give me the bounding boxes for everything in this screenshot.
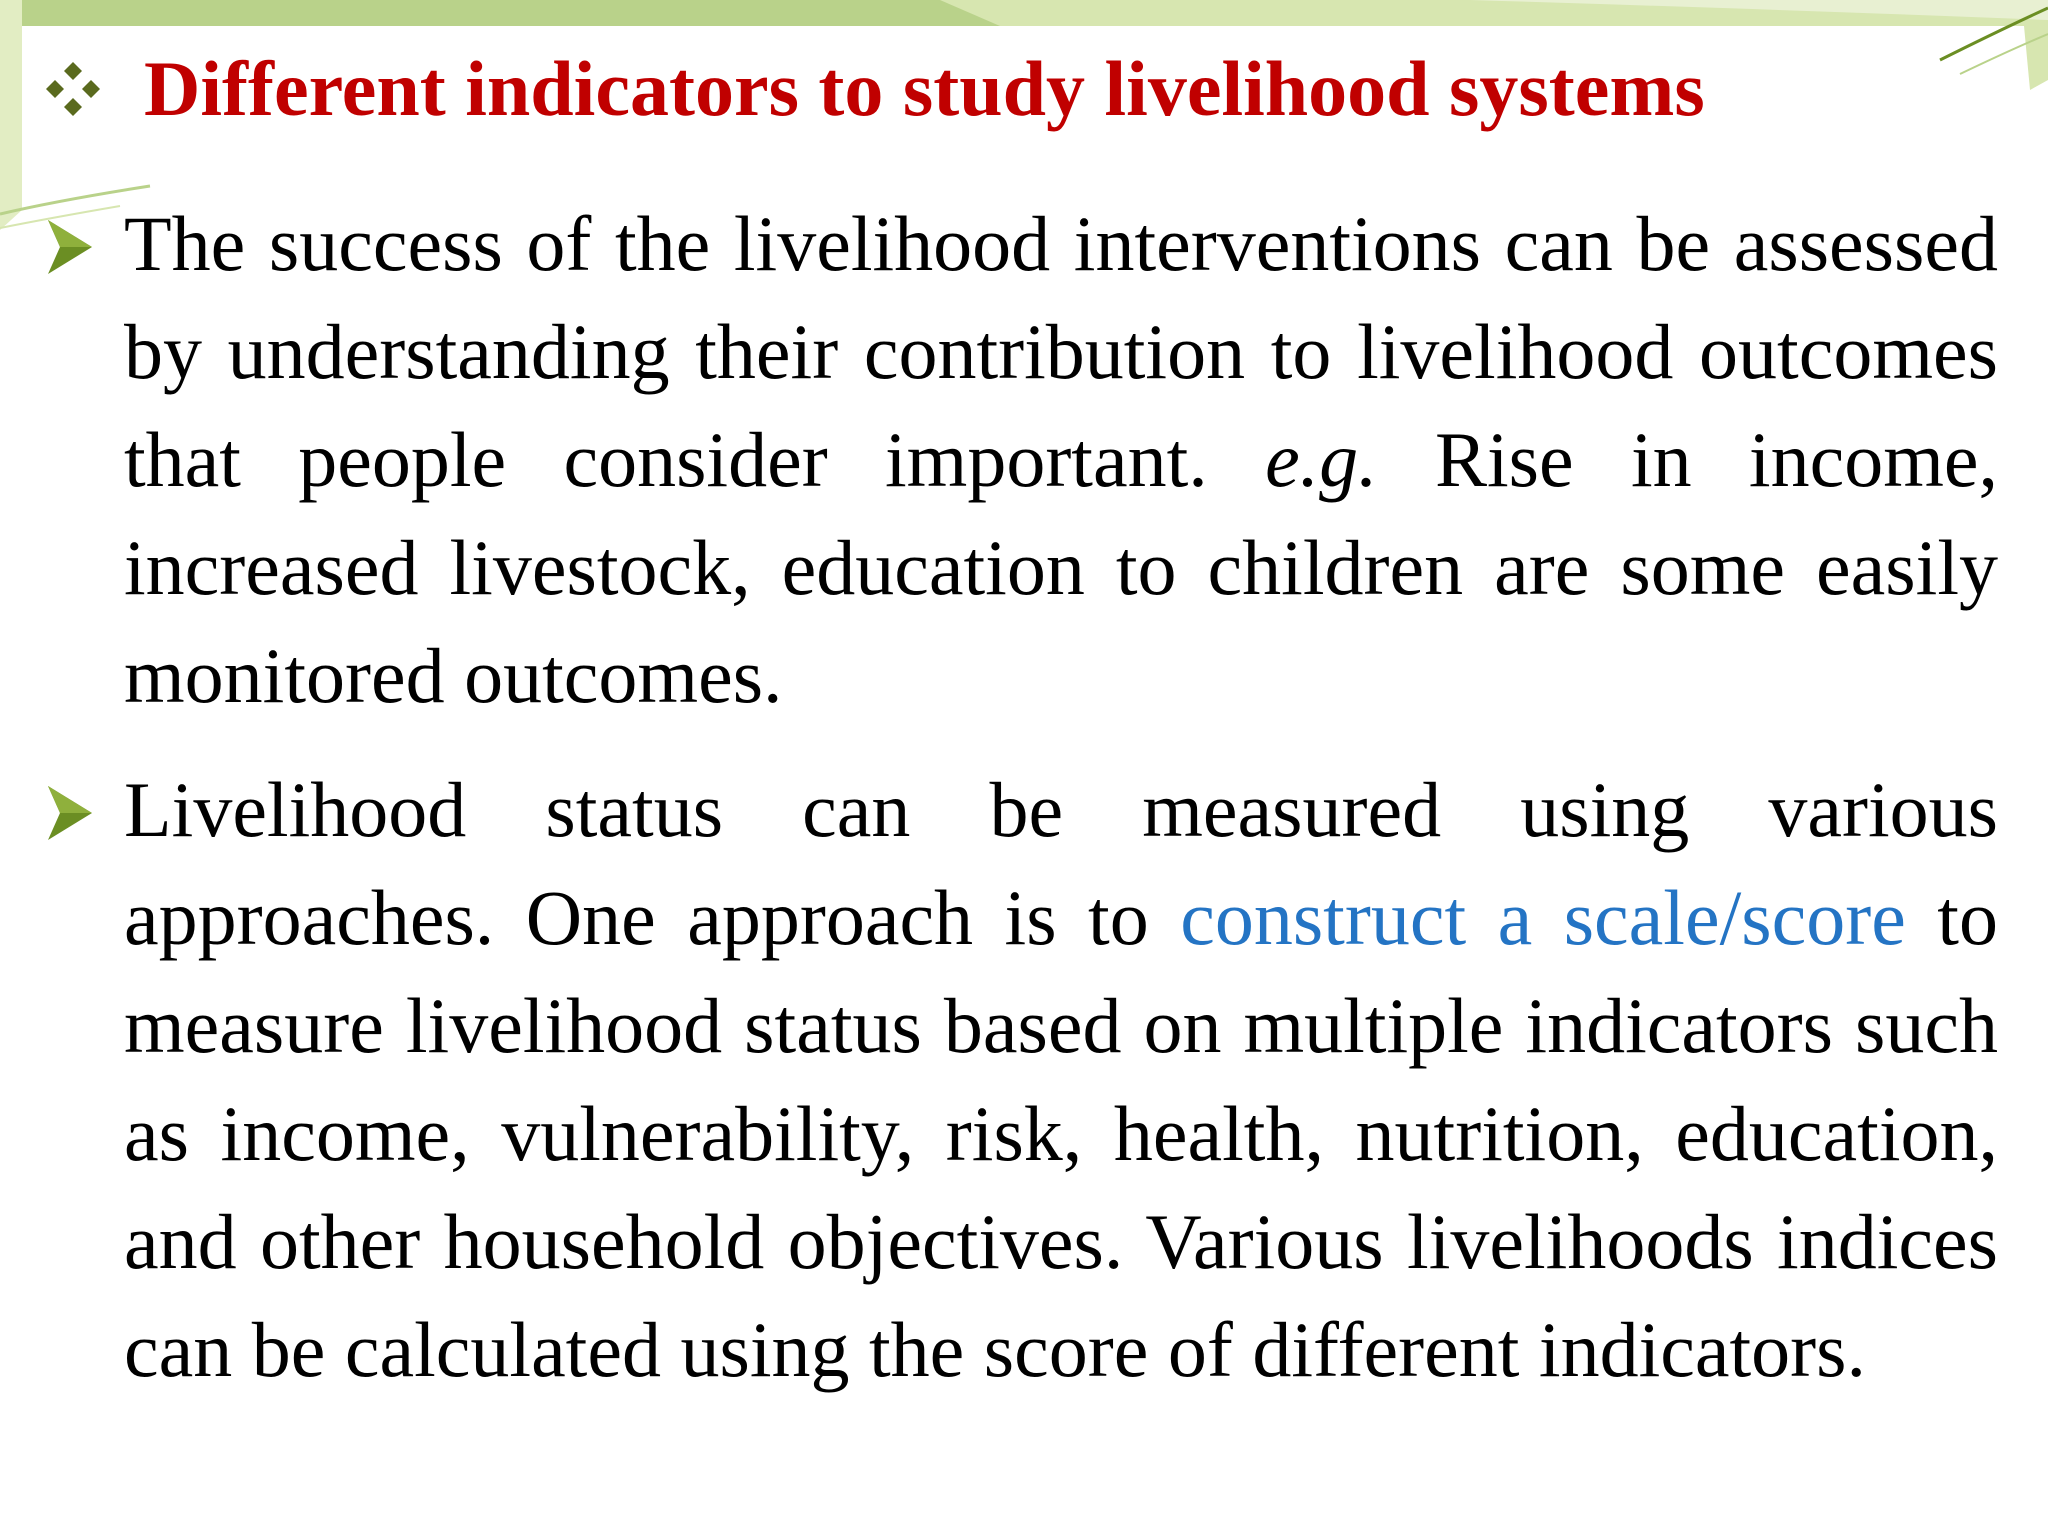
arrowhead-bullet-icon — [46, 784, 94, 842]
slide-title-row — [44, 45, 1705, 132]
top-green-band-dark — [0, 0, 1000, 26]
bullet-text: Livelihood status can be measured using various approaches. One approach is to — [124, 766, 1998, 961]
bullet-paragraph — [124, 190, 1998, 730]
bullet-paragraph — [124, 756, 1998, 1404]
left-edge-band — [0, 0, 22, 230]
bullet-item-livelihood-status — [124, 756, 1998, 1404]
highlighted-phrase: construct a scale/score — [1180, 874, 1906, 961]
bullet-text: to measure livelihood status based on multiple indicators such as income, vulnerability, risk, health, nutrition, education, and other household objectives. Various livelihoods indices can be calculated using the score of different indicators. — [124, 874, 1998, 1393]
bullet-text: The success of the livelihood interventions can be assessed by understanding their contribution to livelihood outcomes that people consider important. — [124, 200, 1998, 503]
arrowhead-bullet-icon — [46, 218, 94, 276]
bullet-item-success-of-interventions — [124, 190, 1998, 730]
four-diamond-bullet-icon — [44, 60, 102, 118]
slide-title: Different indicators to study livelihood systems — [144, 45, 1705, 132]
example-abbreviation: e.g. — [1265, 416, 1378, 503]
bullet-text: Rise in income, increased livestock, education to children are some easily monitored outcomes. — [124, 416, 1998, 719]
right-edge-band — [2024, 20, 2048, 90]
